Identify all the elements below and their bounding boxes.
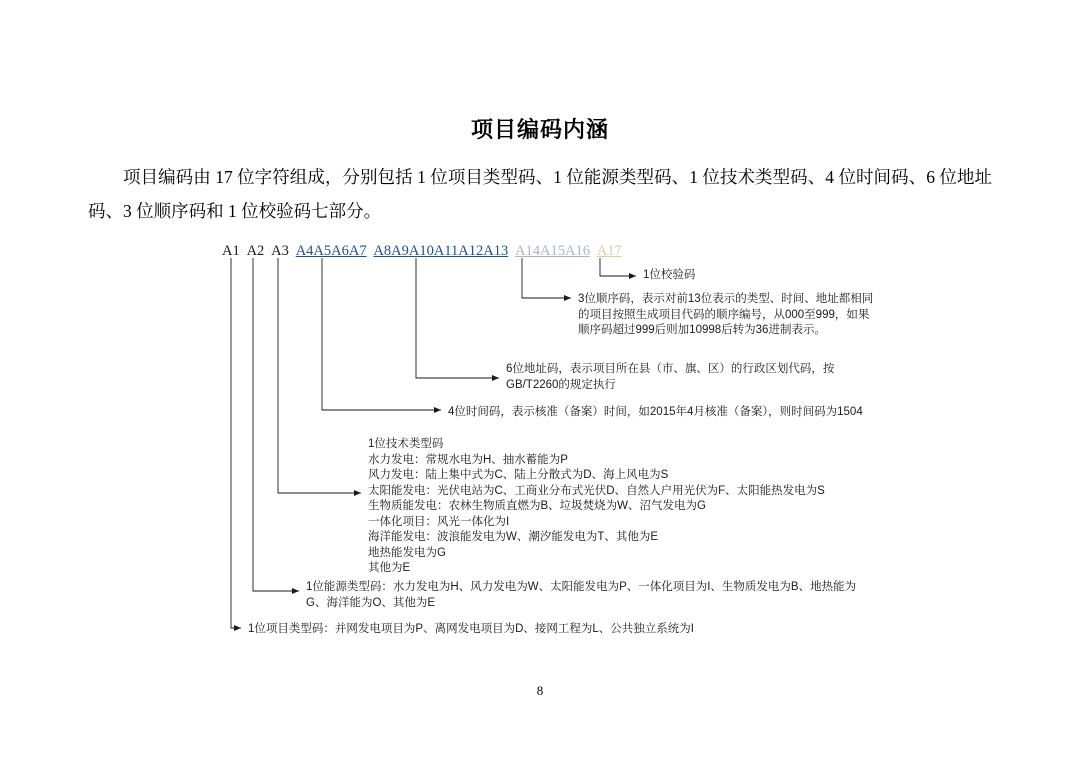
- code-segment-a3: A3: [271, 243, 289, 259]
- annotation-tech-code: [368, 437, 888, 577]
- code-segment-check: A17: [596, 243, 622, 259]
- annotation-tech-line-other: 其他为E: [368, 562, 411, 574]
- annotation-tech-line-biomass: 生物质能发电：农林生物质直燃为B、垃圾焚烧为W、沼气发电为G: [368, 500, 706, 512]
- annotation-tech-line-wind: 风力发电：陆上集中式为C、陆上分散式为D、海上风电为S: [368, 469, 669, 481]
- annotation-project-code-label: 1位项目类型码：: [248, 623, 335, 635]
- annotation-sequence-code: [578, 292, 878, 339]
- code-segment-a2: A2: [246, 243, 265, 259]
- annotation-address-code-label: 6位地址码，: [506, 363, 570, 375]
- annotation-sequence-code-body: 表示对前13位表示的类型、时间、地址都相同的项目按照生成项目代码的顺序编号，从000至999，如果顺序码超过999后则加10998后转为36进制表示。: [578, 293, 874, 336]
- annotation-address-code: [506, 362, 886, 393]
- annotation-tech-line-integrated: 一体化项目：风光一体化为I: [368, 515, 510, 528]
- annotation-project-code: [248, 622, 808, 638]
- annotation-time-code-body: 表示核准（备案）时间，如2015年4月核准（备案），则时间码为1504: [511, 406, 863, 418]
- annotation-project-code-body: 并网发电项目为P、离网发电项目为D、接网工程为L、公共独立系统为I: [334, 623, 694, 635]
- annotation-tech-code-title: 1位技术类型码: [368, 438, 444, 450]
- intro-paragraph: 项目编码由 17 位字符组成，分别包括 1 位项目类型码、1 位能源类型码、1 位技术类型码、4 位时间码、6 位地址码、3 位顺序码和 1 位校验码七部分。: [88, 167, 992, 221]
- annotation-tech-line-solar: 太阳能发电：光伏电站为C、工商业分布式光伏D、自然人户用光伏为F、太阳能热发电为S: [368, 484, 825, 497]
- page-title: 项目编码内涵: [470, 117, 609, 142]
- annotation-tech-line-hydro: 水力发电：常规水电为H、抽水蓄能为P: [368, 453, 568, 466]
- annotation-tech-line-geothermal: 地热能发电为G: [368, 546, 446, 559]
- page-number: 8: [536, 683, 544, 698]
- code-segment-a1: A1: [222, 243, 240, 259]
- annotation-address-code-body: 表示项目所在县（市、旗、区）的行政区划代码，按GB/T2260的规定执行: [506, 363, 835, 391]
- annotation-check-code: [643, 268, 695, 284]
- annotation-sequence-code-label: 3位顺序码，: [578, 293, 642, 305]
- annotation-time-code-label: 4位时间码，: [448, 406, 512, 418]
- annotation-time-code: [448, 405, 888, 421]
- annotation-tech-line-ocean: 海洋能发电：波浪能发电为W、潮汐能发电为T、其他为E: [368, 531, 659, 543]
- annotation-check-code-label: 1位校验码: [643, 269, 696, 281]
- code-segment-address: A8A9A10A11A12A13: [373, 243, 509, 259]
- annotation-energy-code: [306, 580, 876, 611]
- annotation-energy-code-body: 水力发电为H、风力发电为W、太阳能发电为P、一体化项目为I、生物质发电为B、地热能为G、海洋能为O、其他为E: [306, 581, 857, 609]
- annotation-energy-code-label: 1位能源类型码：: [306, 581, 393, 593]
- code-structure-line: [222, 243, 626, 260]
- code-segment-sequence: A14A15A16: [515, 243, 590, 259]
- code-segment-time: A4A5A6A7: [295, 243, 367, 259]
